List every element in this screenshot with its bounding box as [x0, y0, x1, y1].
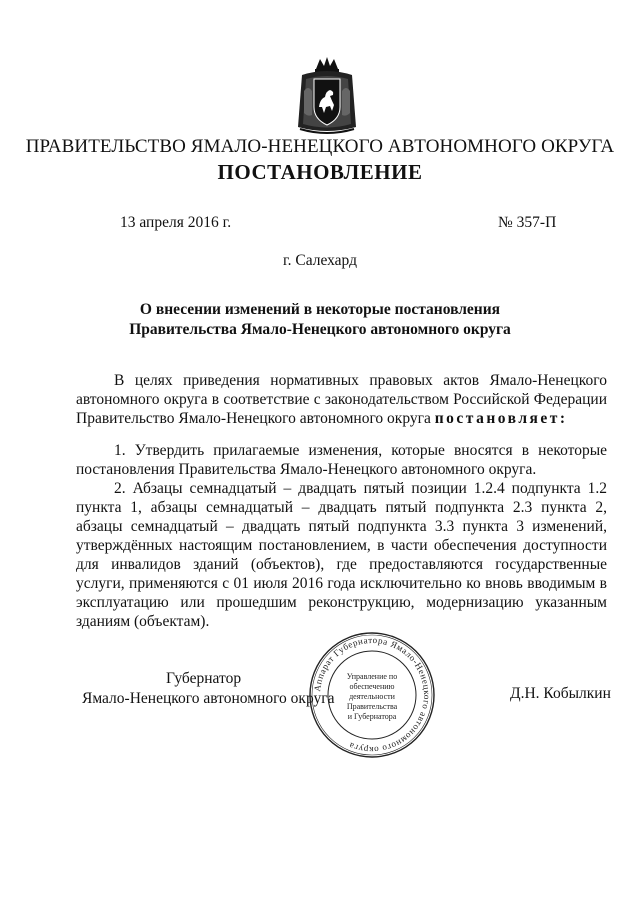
subject-line-2: Правительства Ямало-Ненецкого автономного округа [129, 321, 511, 338]
signatory-role-line-1: Губернатор [166, 670, 242, 687]
stamp-ring-text: Аппарат Губернатора Ямало-Ненецкого автономного округа [312, 634, 433, 756]
preamble-paragraph [76, 371, 607, 428]
stamp-center-line-2: обеспечению [349, 682, 395, 691]
subject-line-1: О внесении изменений в некоторые постановления [139, 301, 501, 318]
official-stamp [307, 630, 437, 760]
document-kind-title: ПОСТАНОВЛЕНИЕ [217, 160, 423, 184]
signatory-role-line-2: Ямало-Ненецкого автономного округа [82, 690, 335, 707]
stamp-center-line-4: Правительства [346, 702, 398, 711]
decree-item-2: 2. Абзацы семнадцатый – двадцать пятый позиции 1.2.4 подпункта 1.2 пункта 1, абзацы семнадцатый – двадцать пятый подпункта 2.3 пункта 2, абзацы семнадцатый – двадцать пятый подпункта 3.3 пункта 3 изменений, утверждённых настоящим постановлением, в части обеспечения доступности для инвалидов зданий (объектов), где предоставляются государственные услуги, применяются с 01 июля 2016 года исключительно ко вновь вводимым в эксплуатацию или прошедшим реконструкцию, модернизацию указанным зданиям (объектам). [76, 480, 607, 630]
document-city: г. Салехард [283, 252, 357, 269]
decree-item-1: 1. Утвердить прилагаемые изменения, которые вносятся в некоторые постановления Правительства Ямало-Ненецкого автономного округа. [76, 442, 607, 478]
stamp-center-line-3: деятельности [349, 692, 395, 701]
signatory-role [82, 669, 335, 709]
document-date: 13 апреля 2016 г. [120, 214, 232, 231]
stamp-center-line-1: Управление по [346, 672, 398, 681]
decree-items [76, 441, 607, 631]
yanao-coat-of-arms-icon [296, 55, 358, 135]
document-number: № 357-П [498, 214, 557, 231]
preamble-text: В целях приведения нормативных правовых актов Ямало-Ненецкого автономного округа в соответствие с законодательством Российской Федерации Правительство Ямало-Ненецкого автономного округа [76, 372, 607, 427]
document-subject [0, 300, 640, 340]
decree-word: постановляет: [434, 410, 568, 427]
signatory-name: Д.Н. Кобылкин [510, 685, 611, 702]
stamp-center-line-5: и Губернатора [347, 712, 397, 721]
government-title: ПРАВИТЕЛЬСТВО ЯМАЛО-НЕНЕЦКОГО АВТОНОМНОГО ОКРУГА [25, 136, 615, 157]
